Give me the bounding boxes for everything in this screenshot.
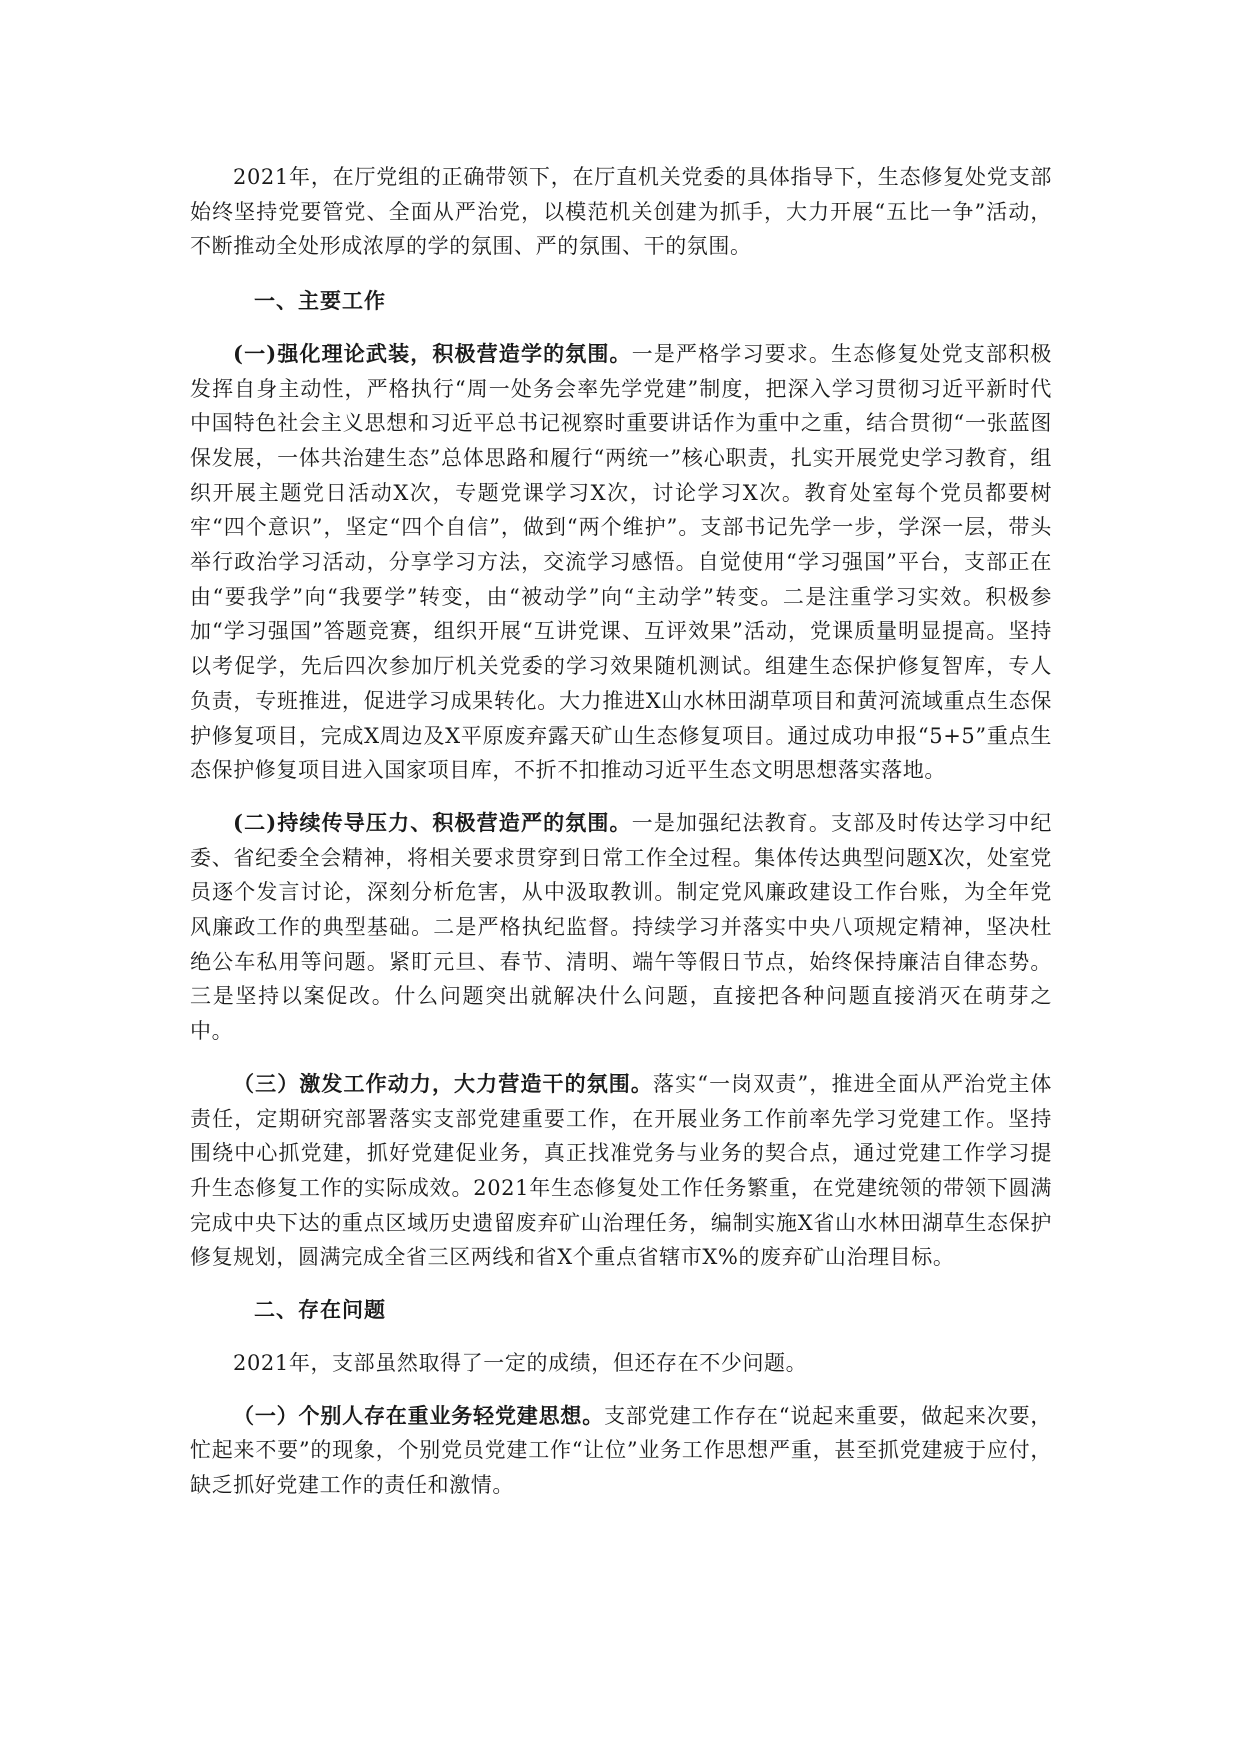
document-page: [190, 160, 1052, 1503]
paragraph-body: 落实“一岗双责”，推进全面从严治党主体责任，定期研究部署落实支部党建重要工作，在开展业务工作前率先学习党建工作。坚持围绕中心抓党建，抓好党建促业务，真正找准党务与业务的契合点，通过党建工作学习提升生态修复工作的实际成效。2021年生态修复处工作任务繁重，在党建统领的带领下圆满完成中央下达的重点区域历史遗留废弃矿山治理任务，编制实施X省山水林田湖草生态保护修复规划，圆满完成全省三区两线和省X个重点省辖市X%的废弃矿山治理目标。: [190, 1071, 1052, 1270]
paragraph-lead: (一)强化理论武装，积极营造学的氛围。: [233, 340, 632, 366]
problems-intro-paragraph: 2021年，支部虽然取得了一定的成绩，但还存在不少问题。: [233, 1350, 808, 1375]
spacer: [190, 1328, 1052, 1346]
spacer: [190, 264, 1052, 284]
paragraph-lead: （三）激发工作动力，大力营造干的氛围。: [233, 1070, 654, 1096]
spacer: [190, 788, 1052, 806]
paragraph-body: 支部党建工作存在“说起来重要，做起来次要，忙起来不要”的现象，个别党员党建工作“让位”业务工作思想严重，甚至抓党建疲于应付，缺乏抓好党建工作的责任和激情。: [190, 1403, 1052, 1497]
spacer: [190, 319, 1052, 337]
paragraph-lead: (二)持续传导压力、积极营造严的氛围。: [233, 809, 632, 835]
section-heading-problems: 二、存在问题: [254, 1297, 386, 1323]
section-heading-main-work: 一、主要工作: [254, 288, 386, 314]
paragraph-body: 一是加强纪法教育。支部及时传达学习中纪委、省纪委全会精神，将相关要求贯穿到日常工作全过程。集体传达典型问题X次，处室党员逐个发言讨论，深刻分析危害，从中汲取教训。制定党风廉政建设工作台账，为全年党风廉政工作的典型基础。二是严格执纪监督。持续学习并落实中央八项规定精神，坚决杜绝公车私用等问题。紧盯元旦、春节、清明、端午等假日节点，始终保持廉洁自律态势。三是坚持以案促改。什么问题突出就解决什么问题，直接把各种问题直接消灭在萌芽之中。: [190, 810, 1052, 1044]
paragraph-theory-study: [190, 337, 1052, 788]
paragraph-discipline: [190, 806, 1052, 1049]
paragraph-problem-one: [190, 1399, 1052, 1503]
spacer: [190, 1275, 1052, 1293]
spacer: [190, 1049, 1052, 1067]
paragraph-lead: （一）个别人存在重业务轻党建思想。: [233, 1402, 605, 1428]
paragraph-body: 一是严格学习要求。生态修复处党支部积极发挥自身主动性，严格执行“周一处务会率先学党建”制度，把深入学习贯彻习近平新时代中国特色社会主义思想和习近平总书记视察时重要讲话作为重中之重，结合贯彻“一张蓝图保发展，一体共治建生态”总体思路和履行“两统一”核心职责，扎实开展党史学习教育，组织开展主题党日活动X次，专题党课学习X次，讨论学习X次。教育处室每个党员都要树牢“四个意识”，坚定“四个自信”，做到“两个维护”。支部书记先学一步，学深一层，带头举行政治学习活动，分享学习方法，交流学习感悟。自觉使用“学习强国”平台，支部正在由“要我学”向“我要学”转变，由“被动学”向“主动学”转变。二是注重学习实效。积极参加“学习强国”答题竞赛，组织开展“互讲党课、互评效果”活动，党课质量明显提高。坚持以考促学，先后四次参加厅机关党委的学习效果随机测试。组建生态保护修复智库，专人负责，专班推进，促进学习成果转化。大力推进X山水林田湖草项目和黄河流域重点生态保护修复项目，完成X周边及X平原废弃露天矿山生态修复项目。通过成功申报“5+5”重点生态保护修复项目进入国家项目库，不折不扣推动习近平生态文明思想落实落地。: [190, 341, 1052, 783]
paragraph-work-motivation: [190, 1067, 1052, 1275]
spacer: [190, 1381, 1052, 1399]
intro-paragraph: 2021年，在厅党组的正确带领下，在厅直机关党委的具体指导下，生态修复处党支部始终坚持党要管党、全面从严治党，以模范机关创建为抓手，大力开展“五比一争”活动，不断推动全处形成浓厚的学的氛围、严的氛围、干的氛围。: [190, 165, 1052, 259]
